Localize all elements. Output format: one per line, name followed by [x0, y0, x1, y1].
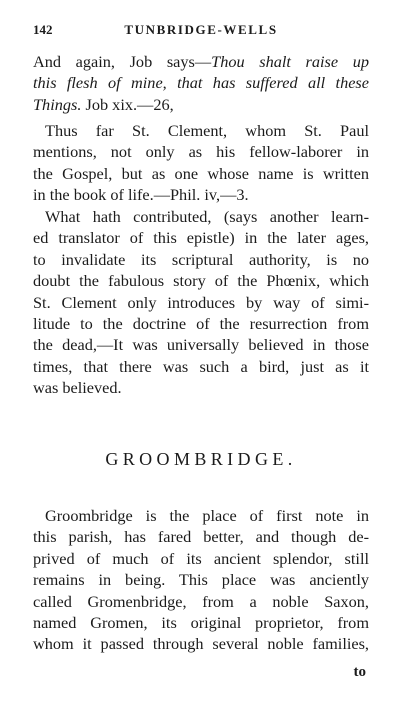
- text-line: Thus far St. Clement, whom St. Paul: [45, 121, 369, 140]
- citation: Job xix.—26,: [81, 94, 174, 114]
- italic-quote: Thou shalt raise up: [211, 52, 369, 71]
- text-line: the Gospel, but as one whose name is written: [33, 163, 369, 183]
- text-line: doubt the fabulous story of the Phœnix, which: [33, 271, 369, 291]
- text-line: remains in being. This place was anciently: [33, 570, 369, 590]
- running-head: TUNBRIDGE-WELLS: [124, 22, 278, 37]
- text-line: in the book of life.—Phil. iv,—3.: [33, 185, 249, 205]
- paragraph-phoenix: [33, 206, 369, 399]
- italic-quote: this flesh of mine, that has suffered all these: [33, 73, 369, 93]
- text-line: Groombridge is the place of first note in: [45, 506, 369, 525]
- text-line: St. Clement only introduces by way of simi-: [33, 292, 369, 312]
- page-header: [33, 22, 369, 38]
- text-line: litude to the doctrine of the resurrection from: [33, 313, 369, 333]
- text-line: was believed.: [33, 378, 122, 398]
- text-line: What hath contributed, (says another learn-: [45, 207, 369, 226]
- page-number: 142: [33, 22, 53, 37]
- text-line: called Gromenbridge, from a noble Saxon,: [33, 591, 369, 611]
- text-line: this parish, has fared better, and though de-: [33, 527, 369, 547]
- text-line: whom it passed through several noble families,: [33, 634, 369, 654]
- paragraph-clement: [33, 120, 369, 206]
- text-line: [33, 51, 369, 72]
- text-line: to invalidate its scriptural authority, is no: [33, 249, 369, 269]
- paragraph-job-quote: [33, 51, 369, 115]
- text-line: the dead,—It was universally believed in those: [33, 335, 369, 355]
- text-line: prived of much of its ancient splendor, still: [33, 548, 369, 568]
- text-line: times, that there was such a bird, just as it: [33, 356, 369, 376]
- italic-quote: Things.: [33, 94, 82, 114]
- paragraph-groombridge: [33, 505, 369, 655]
- catchword: to: [353, 664, 366, 680]
- text-line: named Gromen, its original proprietor, from: [33, 612, 369, 632]
- section-heading: GROOMBRIDGE.: [105, 449, 297, 469]
- text-span: And again, Job says—: [33, 52, 212, 71]
- text-line: [33, 72, 369, 93]
- text-line: ed translator of this epistle) in the later ages,: [33, 228, 369, 248]
- text-line: [33, 94, 369, 115]
- text-line: mentions, not only as his fellow-laborer in: [33, 142, 369, 162]
